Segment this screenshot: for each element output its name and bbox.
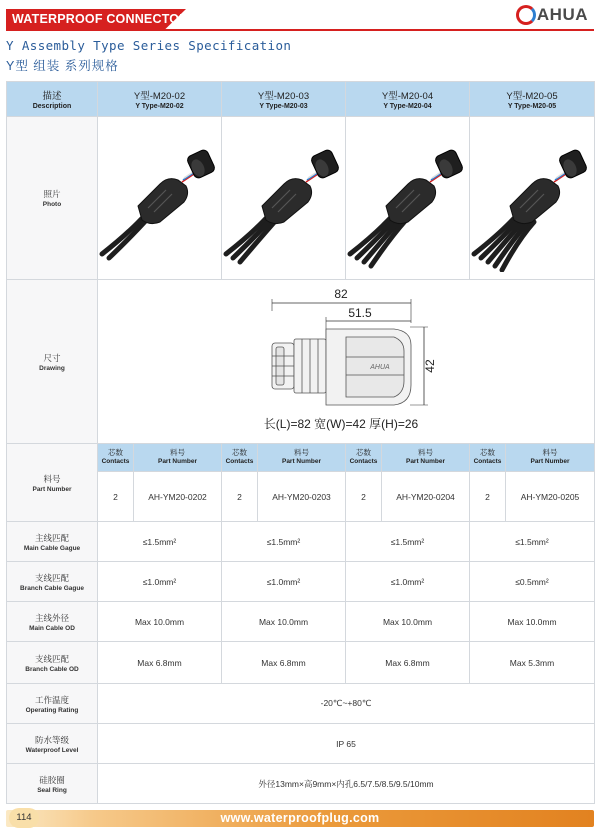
branch-od-value: Max 6.8mm [98,642,222,684]
contacts-value: 2 [222,472,258,522]
operating-rating-value: -20℃~+80℃ [98,684,595,724]
branch-cable-gauge-row [7,562,595,602]
contacts-header: 芯数 Contacts [98,444,134,472]
part-number-header: 料号 Part Number [258,444,346,472]
contacts-value: 2 [346,472,382,522]
main-od-value: Max 10.0mm [470,602,595,642]
branch-od-value: Max 6.8mm [346,642,470,684]
header-divider [6,29,594,31]
branch-gauge-value: ≤1.0mm² [98,562,222,602]
product-photo-cell [222,117,346,280]
part-number-header-row [7,444,595,472]
drawing-cell [98,280,595,444]
part-number-header: 料号 Part Number [506,444,595,472]
branch-cable-od-row [7,642,595,684]
dim-label-body: 51.5 [348,305,372,320]
row-label-part-number: 料号 Part Number [7,444,98,522]
branch-cable [233,216,274,258]
brand-logo [516,4,588,26]
connector-body [262,179,312,224]
part-number-value: AH-YM20-0203 [258,472,346,522]
branch-gauge-value: ≤1.0mm² [346,562,470,602]
photo-row [7,117,595,280]
dim-label-length: 82 [334,286,348,301]
dim-label-height: 42 [423,358,437,373]
product-photo-cell [98,117,222,280]
product-photo [346,122,470,272]
branch-od-value: Max 6.8mm [222,642,346,684]
main-od-value: Max 10.0mm [346,602,470,642]
row-label-description: 描述 Description [7,82,98,117]
row-label-operating-rating: 工作温度 Operating Rating [7,684,98,724]
description-row [7,82,595,117]
branch-cable [109,216,150,258]
contacts-value: 2 [98,472,134,522]
footer [6,808,594,828]
product-photo [222,122,346,272]
drawing-row [7,280,595,444]
model-header: Y型-M20-03 Y Type-M20-03 [222,82,346,117]
seal-ring-value: 外径13mm×高9mm×内孔6.5/7.5/8.5/9.5/10mm [98,764,595,804]
subtitle-chinese: Y型 组装 系列规格 [6,59,119,73]
row-label-drawing: 尺寸 Drawing [7,280,98,444]
main-cable-gauge-row [7,522,595,562]
row-label-branch-cable-od: 支线匹配 Branch Cable OD [7,642,98,684]
contacts-header: 芯数 Contacts [222,444,258,472]
header-title: WATERPROOF CONNECTOR [12,12,189,26]
brand-logo-icon [516,5,536,25]
operating-rating-row [7,684,595,724]
branch-cable [102,214,146,254]
main-od-value: Max 10.0mm [98,602,222,642]
subtitle-english: Y Assembly Type Series Specification [6,38,292,53]
contacts-header: 芯数 Contacts [470,444,506,472]
waterproof-level-row [7,724,595,764]
row-label-waterproof-level: 防水等级 Waterproof Level [7,724,98,764]
product-photo [470,122,594,272]
row-label-main-cable-od: 主线外径 Main Cable OD [7,602,98,642]
branch-gauge-value: ≤0.5mm² [470,562,595,602]
drawing-caption: 长(L)=82 宽(W)=42 厚(H)=26 [263,416,419,431]
connector-drawing [272,329,411,405]
product-photo-cell [470,117,595,280]
contacts-header: 芯数 Contacts [346,444,382,472]
seal-ring-row [7,764,595,804]
row-label-branch-cable-gauge: 支线匹配 Branch Cable Gague [7,562,98,602]
row-label-photo: 照片 Photo [7,117,98,280]
connector-body [138,179,188,224]
spec-table [6,81,595,804]
website-link[interactable]: www.waterproofplug.com [220,811,380,825]
main-cable-od-row [7,602,595,642]
main-od-value: Max 10.0mm [222,602,346,642]
product-photo-cell [346,117,470,280]
branch-gauge-value: ≤1.0mm² [222,562,346,602]
part-number-header: 料号 Part Number [134,444,222,472]
part-number-value: AH-YM20-0202 [134,472,222,522]
model-header: Y型-M20-05 Y Type-M20-05 [470,82,595,117]
part-number-value: AH-YM20-0205 [506,472,595,522]
page-number: 114 [9,808,39,828]
part-number-header: 料号 Part Number [382,444,470,472]
branch-od-value: Max 5.3mm [470,642,595,684]
row-label-main-cable-gauge: 主线匹配 Main Cable Gague [7,522,98,562]
waterproof-level-value: IP 65 [98,724,595,764]
main-gauge-value: ≤1.5mm² [346,522,470,562]
connector-body [510,179,560,224]
model-header: Y型-M20-04 Y Type-M20-04 [346,82,470,117]
row-label-seal-ring: 硅胶圈 Seal Ring [7,764,98,804]
drawing-logo: AHUA [370,363,390,371]
contacts-value: 2 [470,472,506,522]
part-number-value: AH-YM20-0204 [382,472,470,522]
brand-name: AHUA [536,5,588,24]
main-gauge-value: ≤1.5mm² [98,522,222,562]
main-gauge-value: ≤1.5mm² [470,522,595,562]
model-header: Y型-M20-02 Y Type-M20-02 [98,82,222,117]
connector-body [386,179,436,224]
main-gauge-value: ≤1.5mm² [222,522,346,562]
dimension-drawing [98,281,594,441]
product-photo [98,122,222,272]
